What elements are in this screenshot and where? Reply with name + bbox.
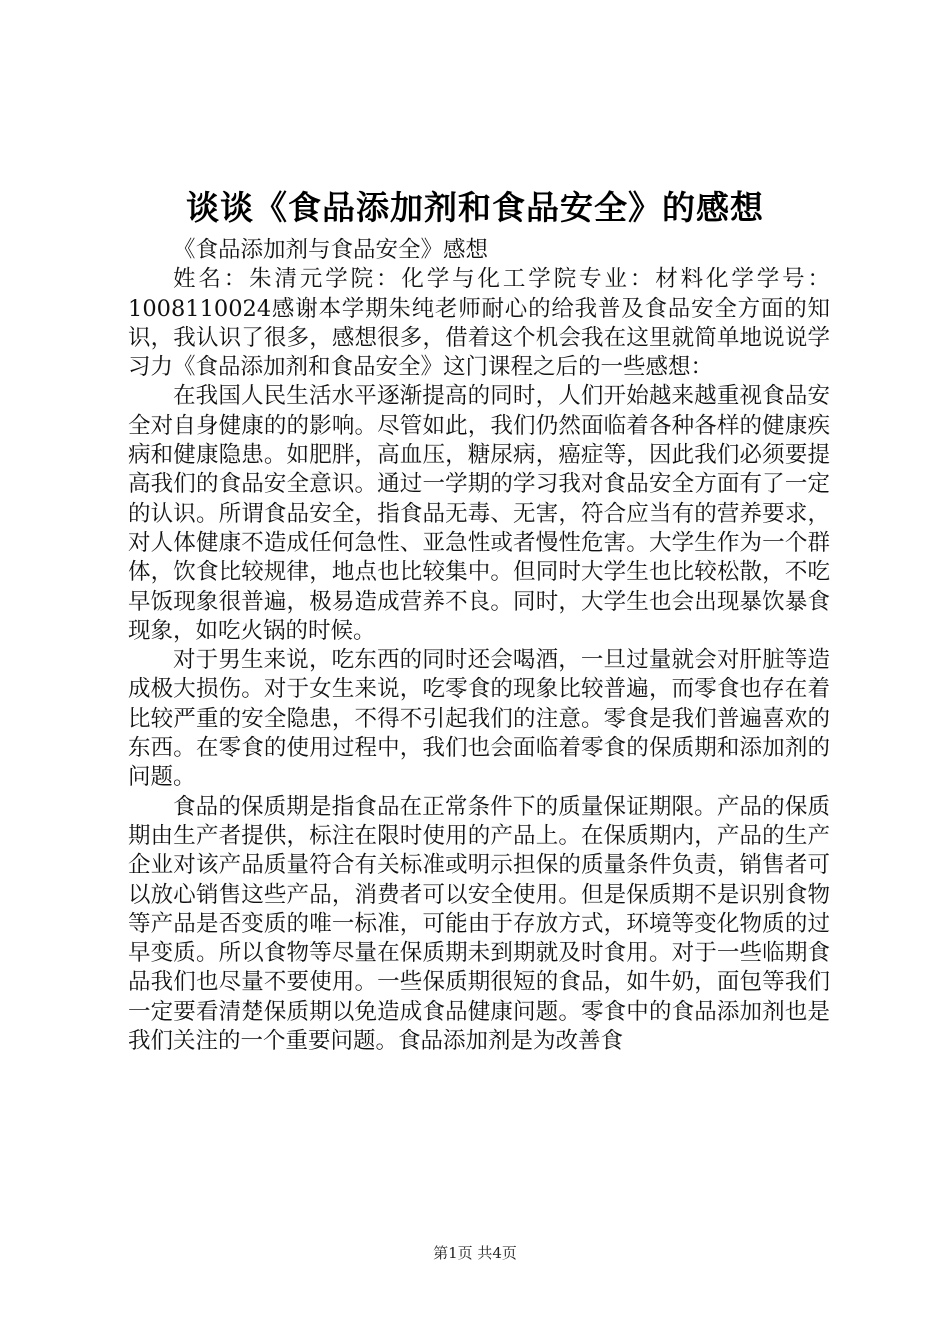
paragraph: 对于男生来说，吃东西的同时还会喝酒，一旦过量就会对肝脏等造成极大损伤。对于女生来说，吃零食的现象比较普遍，而零食也存在着比较严重的安全隐患，不得不引起我们的注意。零食是我们普遍喜欢的东西。在零食的使用过程中，我们也会面临着零食的保质期和添加剂的问题。	[128, 647, 830, 791]
paragraph: 《食品添加剂与食品安全》感想	[173, 237, 489, 263]
page-number-footer: 第1页 共4页	[433, 1244, 517, 1262]
document-title: 谈谈《食品添加剂和食品安全》的感想	[186, 188, 764, 227]
paragraph: 姓名：朱清元学院：化学与化工学院专业：材料化学学号：1008110024感谢本学期朱纯老师耐心的给我普及食品安全方面的知识，我认识了很多，感想很多，借着这个机会我在这里就简单地说说学习力《食品添加剂和食品安全》这门课程之后的一些感想：	[128, 266, 830, 381]
paragraph: 食品的保质期是指食品在正常条件下的质量保证期限。产品的保质期由生产者提供，标注在限时使用的产品上。在保质期内，产品的生产企业对该产品质量符合有关标准或明示担保的质量条件负责，销售者可以放心销售这些产品，消费者可以安全使用。但是保质期不是识别食物等产品是否变质的唯一标准，可能由于存放方式，环境等变化物质的过早变质。所以食物等尽量在保质期未到期就及时食用。对于一些临期食品我们也尽量不要使用。一些保质期很短的食品，如牛奶，面包等我们一定要看清楚保质期以免造成食品健康问题。零食中的食品添加剂也是我们关注的一个重要问题。食品添加剂是为改善食	[128, 793, 830, 1055]
paragraph: 在我国人民生活水平逐渐提高的同时，人们开始越来越重视食品安全对自身健康的的影响。尽管如此，我们仍然面临着各种各样的健康疾病和健康隐患。如肥胖，高血压，糖尿病，癌症等，因此我们必须要提高我们的食品安全意识。通过一学期的学习我对食品安全方面有了一定的认识。所谓食品安全，指食品无毒、无害，符合应当有的营养要求，对人体健康不造成任何急性、亚急性或者慢性危害。大学生作为一个群体，饮食比较规律，地点也比较集中。但同时大学生也比较松散，不吃早饭现象很普遍，极易造成营养不良。同时，大学生也会出现暴饮暴食现象，如吃火锅的时候。	[128, 383, 830, 644]
document-body	[128, 236, 830, 1056]
